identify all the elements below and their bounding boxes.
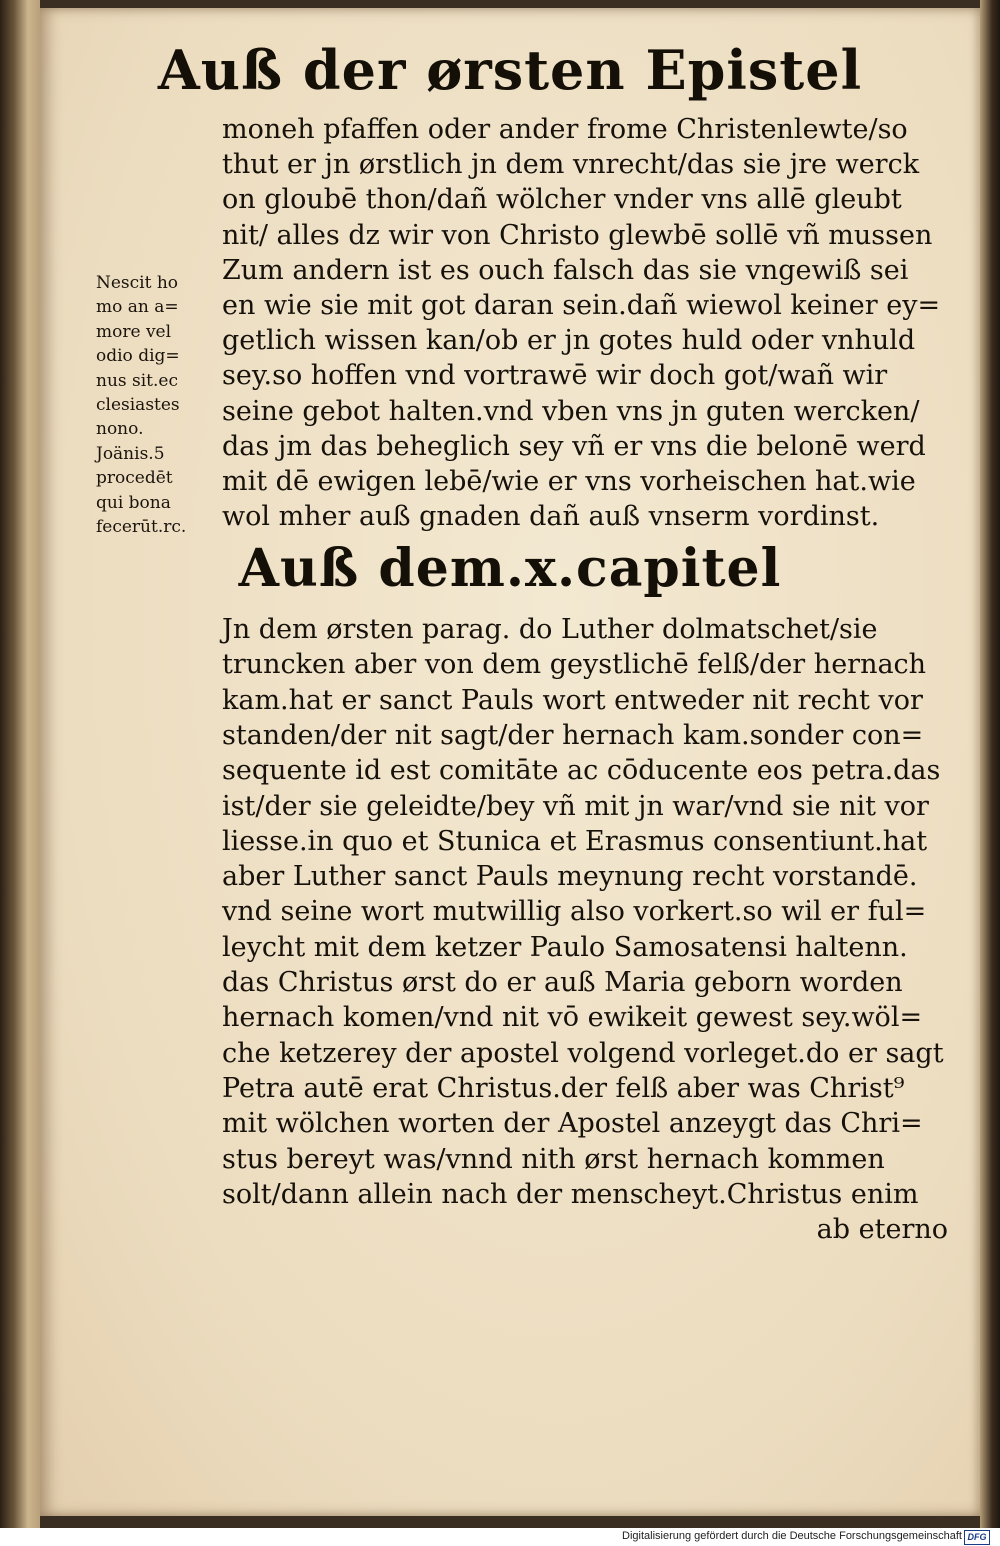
funding-credit: Digitalisierung gefördert durch die Deutsche Forschungsgemeinschaft: [622, 1530, 962, 1542]
text-line: nit/ alles dz wir von Christo glewbē sollē vñ mussen: [222, 219, 933, 251]
text-line: sey.so hoffen vnd vortrawē wir doch got/wañ wir: [222, 360, 888, 392]
text-line: hernach komen/vnd nit vō ewikeit gewest sey.wöl=: [222, 1002, 923, 1034]
margin-line: Nescit ho: [96, 273, 179, 293]
text-line: Zum andern ist es ouch falsch das sie vngewiß sei: [222, 254, 909, 286]
text-line: en wie sie mit got daran sein.dañ wiewol keiner ey=: [222, 290, 941, 321]
text-line: standen/der nit sagt/der hernach kam.sonder con=: [222, 719, 924, 751]
text-line: on gloubē thon/dañ wölcher vnder vns allē gleubt: [222, 184, 902, 216]
book-gutter: [0, 0, 40, 1528]
text-line: Petra autē erat Christus.der felß aber was Christ⁹: [222, 1072, 905, 1104]
text-line: getlich wissen kan/ob er jn gotes huld oder vnhuld: [222, 325, 916, 357]
text-line: kam.hat er sanct Pauls wort entweder nit recht vor: [222, 684, 923, 716]
text-line: sequente id est comitāte ac cōducente eos petra.das: [222, 755, 941, 787]
text-line: das jm das beheglich sey vñ er vns die belonē werd: [222, 430, 926, 462]
text-line: stus bereyt was/vnnd nith ørst hernach kommen: [222, 1143, 885, 1175]
section-heading-top: Auß der ørsten Epistel: [157, 38, 863, 102]
text-line: mit dē ewigen lebē/wie er vns vorheischen hat.wie: [222, 466, 916, 497]
text-line: moneh pfaffen oder ander frome Christenlewte/so: [222, 114, 908, 145]
text-line: liesse.in quo et Stunica et Erasmus consentiunt.hat: [222, 825, 928, 857]
text-line: vnd seine wort mutwillig also vorkert.so wil er ful=: [222, 896, 927, 928]
margin-line: Joänis.5: [96, 443, 165, 464]
margin-line: odio dig=: [96, 346, 180, 367]
text-line: solt/dann allein nach der menscheyt.Christus enim: [222, 1178, 919, 1210]
text-line: ist/der sie geleidte/bey vñ mit jn war/vnd sie nit vor: [222, 790, 929, 822]
text-line: seine gebot halten.vnd vben vns jn guten wercken/: [222, 395, 920, 427]
dfg-logo: DFG: [964, 1530, 990, 1545]
text-line: thut er jn ørstlich jn dem vnrecht/das sie jre werck: [222, 149, 920, 181]
margin-line: fecerūt.rc.: [96, 517, 187, 537]
footer-bar: [0, 1528, 1000, 1546]
section-heading-chapter: Auß dem.x.capitel: [238, 538, 782, 599]
page-edge: [980, 0, 1000, 1528]
margin-line: clesiastes: [96, 395, 180, 415]
margin-line: mo an a=: [96, 297, 179, 318]
text-line: che ketzerey der apostel volgend vorleget.do er sagt: [222, 1037, 944, 1069]
margin-line: nono.: [96, 419, 144, 440]
margin-line: qui bona: [96, 492, 171, 513]
margin-line: more vel: [96, 321, 172, 342]
text-line: ab eterno: [816, 1214, 948, 1246]
text-line: leycht mit dem ketzer Paulo Samosatensi haltenn.: [222, 931, 908, 963]
text-line: aber Luther sanct Pauls meynung recht vorstandē.: [222, 861, 918, 893]
text-line: das Christus ørst do er auß Maria geborn worden: [222, 967, 903, 998]
margin-line: procedēt: [96, 468, 173, 489]
text-line: wol mher auß gnaden dañ auß vnserm vordinst.: [222, 501, 880, 533]
text-line: Jn dem ørsten parag. do Luther dolmatschet/sie: [222, 614, 878, 645]
margin-line: nus sit.ec: [96, 370, 179, 391]
text-line: mit wölchen worten der Apostel anzeygt das Chri=: [222, 1108, 923, 1140]
text-line: truncken aber von dem geystlichē felß/der hernach: [222, 649, 927, 681]
